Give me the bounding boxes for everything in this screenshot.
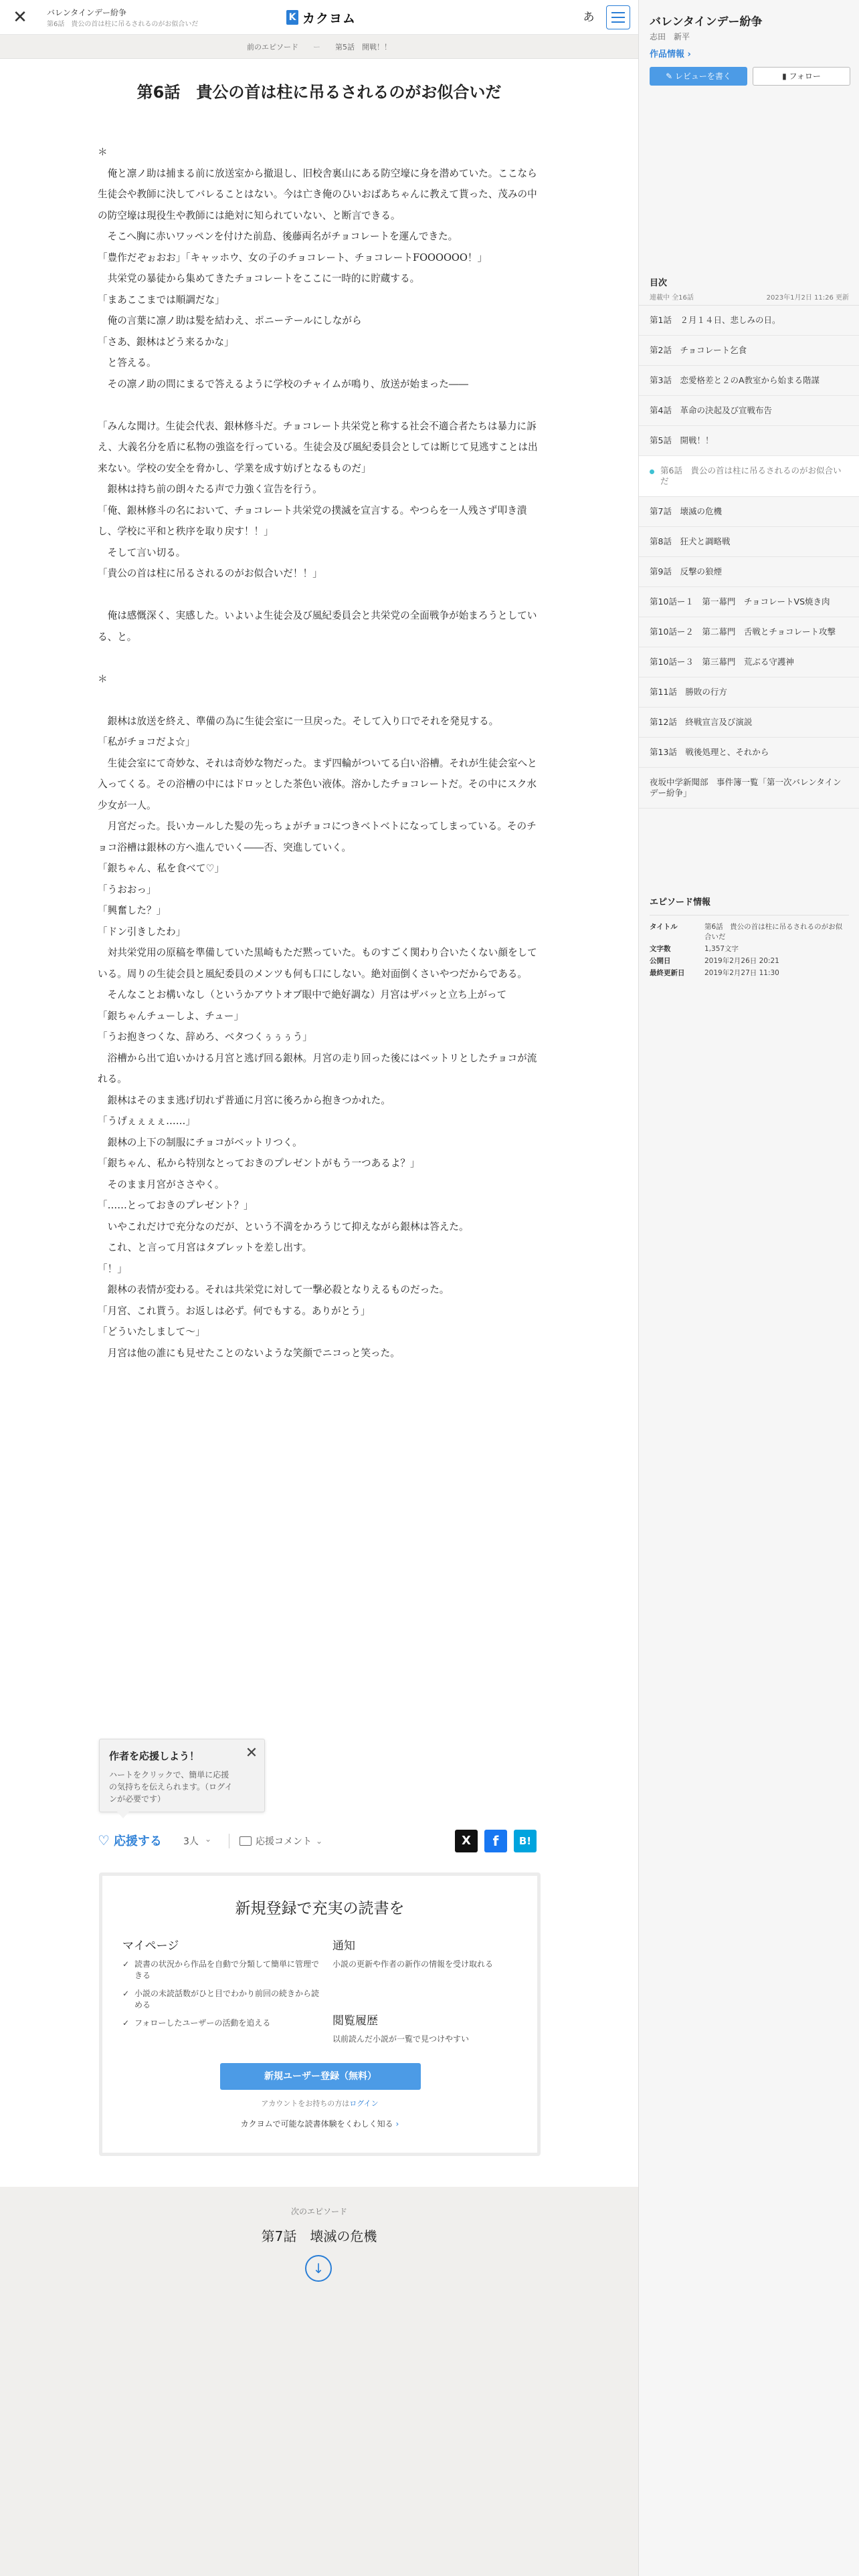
follow-button[interactable]: ▮ フォロー — [753, 67, 850, 86]
body-paragraph: 俺は感慨深く、実感した。いよいよ生徒会及び風紀委員会と共栄党の全面戦争が始まろうとしている、と。 — [98, 610, 537, 643]
cheer-tooltip — [99, 1739, 265, 1812]
work-info-link[interactable]: 作品情報 › — [650, 49, 691, 60]
body-paragraph: 銀林はそのまま逃げ切れず普通に月宮に後ろから抱きつかれた。 — [98, 1094, 391, 1106]
share-facebook-button[interactable] — [484, 1830, 507, 1852]
menu-icon-line — [611, 12, 625, 13]
body-paragraph — [98, 647, 542, 669]
sidebar-author[interactable]: 志田 新平 — [650, 32, 690, 41]
facebook-icon: f — [492, 1833, 499, 1849]
body-paragraph: いやこれだけで充分なのだが、という不満をかろうじて抑えながら銀林は答えた。 — [98, 1220, 469, 1232]
header-work-title[interactable]: バレンタインデー紛争 — [47, 8, 126, 17]
episode-info-heading: エピソード情報 — [650, 897, 711, 907]
episode-info-value: 2019年2月26日 20:21 — [704, 957, 779, 965]
toc-item[interactable]: 第8話 狂犬と調略戦 — [639, 527, 859, 557]
body-paragraph: これ、と言って月宮はタブレットを差し出す。 — [98, 1242, 312, 1253]
body-paragraph: 月宮は他の誰にも見せたことのないような笑顔でニコっと笑った。 — [98, 1347, 400, 1359]
episode-info-table — [650, 915, 849, 980]
next-episode-section — [0, 2187, 638, 2576]
toc-status: 連載中 全16話 — [650, 294, 694, 302]
body-paragraph: 「どういたしまして〜」 — [98, 1326, 205, 1337]
share-hatena-button[interactable] — [514, 1830, 537, 1852]
body-paragraph: 「銀ちゃん、私を食べて♡」 — [98, 863, 225, 874]
notice-text: 小説の更新や作者の新作の情報を受け取れる — [332, 1959, 494, 1969]
notice-heading: 通知 — [332, 1939, 355, 1953]
menu-icon-line — [611, 21, 625, 23]
about-reading-link[interactable] — [102, 2118, 537, 2129]
toc-list — [639, 305, 859, 809]
menu-icon-line — [611, 17, 625, 18]
body-paragraph: 銀林は放送を終え、準備の為に生徒会室に一旦戻った。そして入り口でそれを発見する。 — [98, 715, 499, 727]
toc-item[interactable]: 第5話 開戦！！ — [639, 426, 859, 456]
toc-item[interactable]: 第9話 反撃の狼煙 — [639, 557, 859, 587]
toc-item-current[interactable]: 第6話 貴公の首は柱に吊るされるのがお似合いだ — [639, 456, 859, 497]
body-paragraph: 月宮だった。長いカールした髪の先っちょがチョコにつきベトベトになってしまっている。そのチョコ浴槽は銀林の方へ進んでいく――否、突進していく。 — [98, 821, 537, 853]
toc-item[interactable]: 第2話 チョコレート乞食 — [639, 336, 859, 366]
cheer-row — [98, 1828, 542, 1852]
body-paragraph: 「貴公の首は柱に吊るされるのがお似合いだ！！」 — [98, 568, 322, 579]
close-icon: ✕ — [245, 1745, 258, 1761]
chevron-down-icon[interactable]: ⌄ — [205, 1834, 212, 1844]
tooltip-close-button[interactable] — [244, 1746, 259, 1761]
toc-heading: 目次 — [650, 278, 668, 288]
table-of-contents-button[interactable] — [606, 5, 630, 29]
toc-item[interactable]: 第10話ー１ 第一幕門 チョコレートVS焼き肉 — [639, 587, 859, 617]
nav-separator: ー — [313, 42, 320, 51]
body-paragraph: 浴槽から出て追いかける月宮と逃げ回る銀林。月宮の走り回った後にはベットリとしたチョコが流れる。 — [98, 1052, 537, 1085]
body-paragraph: ＊ — [98, 146, 108, 158]
top-bar — [0, 0, 638, 35]
body-paragraph: 俺と凛ノ助は捕まる前に放送室から撤退し、旧校舎裏山にある防空壕に身を潜めていた。ここなら生徒会や教師に決してバレることはない。今は亡き俺のひいおばあちゃんに教えて貰った、茂みの中の防空壕は現役生や教師には絶対に知られていない、と断言できる。 — [98, 167, 537, 221]
next-episode-title[interactable]: 第7話 壊滅の危機 — [261, 2228, 377, 2244]
x-logo-icon: X — [462, 1834, 471, 1848]
cheer-count[interactable]: 3人 — [183, 1836, 199, 1847]
toc-updated: 2023年1月2日 11:26 更新 — [766, 294, 849, 302]
arrow-down-icon[interactable]: ↓ — [305, 2255, 332, 2282]
chevron-down-icon: ⌄ — [316, 1836, 323, 1846]
body-paragraph: 「豊作だぞぉおお」「キャッホウ、女の子のチョコレート、チョコレートFOOOOOO！」 — [98, 251, 488, 263]
episode-info-key: 最終更新日 — [650, 969, 685, 977]
login-line — [102, 2098, 537, 2109]
login-link[interactable]: ログイン — [349, 2099, 379, 2108]
body-paragraph — [98, 689, 542, 711]
toc-item[interactable]: 第3話 恋愛格差と２のA教室から始まる階謀 — [639, 366, 859, 396]
body-paragraph: 「……とっておきのプレゼント？」 — [98, 1200, 254, 1211]
body-paragraph: そこへ胸に赤いワッペンを付けた前島、後藤両名がチョコレートを運んできた。 — [98, 231, 458, 242]
episode-info-row — [650, 956, 849, 966]
body-paragraph: 銀林の表情が変わる。それは共栄党に対して一撃必殺となりえるものだった。 — [98, 1284, 450, 1295]
body-paragraph: 「まあここまでは順調だな」 — [98, 294, 225, 306]
body-paragraph: 「！」 — [98, 1263, 127, 1275]
body-paragraph: と答える。 — [98, 357, 157, 368]
body-paragraph — [98, 395, 542, 416]
episode-info-key: タイトル — [650, 923, 678, 931]
comment-icon — [240, 1836, 252, 1846]
prev-episode-title[interactable]: 第5話 開戦！！ — [335, 42, 391, 51]
body-paragraph: 「さあ、銀林はどう来るかな」 — [98, 336, 234, 348]
episode-info-key: 公開日 — [650, 957, 671, 965]
cheer-button[interactable] — [98, 1831, 162, 1850]
login-prefix: アカウントをお持ちの方は — [261, 2099, 350, 2108]
body-paragraph: ＊ — [98, 673, 108, 685]
episode-nav — [0, 35, 638, 59]
episode-info-row — [650, 968, 849, 978]
toc-item[interactable]: 第10話ー２ 第二幕門 舌戦とチョコレート攻撃 — [639, 617, 859, 647]
heart-icon: ♡ — [98, 1832, 110, 1848]
cheer-comment-button[interactable] — [240, 1834, 322, 1848]
body-paragraph: 「私がチョコだよ☆」 — [98, 736, 195, 748]
episode-info-value: 1,357文字 — [704, 945, 739, 953]
tooltip-text: ハートをクリックで、簡単に応援の気持ちを伝えられます。（ログインが必要です） — [109, 1770, 233, 1804]
mypage-heading: マイページ — [122, 1939, 179, 1953]
episode-title: 第6話 貴公の首は柱に吊るされるのがお似合いだ — [136, 83, 502, 102]
episode-info-key: 文字数 — [650, 945, 671, 953]
body-paragraph: そんなことお構いなし（というかアウトオブ眼中で絶好調な）月宮はザバッと立ち上がって — [98, 989, 507, 1000]
toc-item[interactable]: 第12話 終戦宣言及び演説 — [639, 708, 859, 738]
signup-title: 新規登録で充実の読書を — [235, 1900, 405, 1917]
kakuyomu-logo[interactable] — [286, 8, 356, 27]
chevron-right-icon: › — [395, 2119, 399, 2129]
header-episode-title: 第6話 貴公の首は柱に吊るされるのがお似合いだ — [47, 21, 199, 28]
toc-item[interactable]: 第7話 壊滅の危機 — [639, 497, 859, 527]
body-paragraph: 「銀ちゃん、私から特別なとっておきのプレゼントがもう一つあるよ？」 — [98, 1158, 420, 1169]
toc-item[interactable]: 第13話 戦後処理と、それから — [639, 738, 859, 768]
body-paragraph: 対共栄党用の原稿を準備していた黒崎もただ黙っていた。ものすごく関わり合いたくない顔をしている。周りの生徒会員と風紀委員のメンツも何も口にしない。絶対面倒くさいやつだからである。 — [98, 947, 537, 980]
sidebar — [638, 0, 859, 2576]
cheer-button-label: 応援する — [113, 1834, 162, 1848]
body-paragraph: 共栄党の暴徒から集めてきたチョコレートをここに一時的に貯蔵する。 — [98, 273, 420, 284]
close-button[interactable] — [9, 7, 31, 28]
about-link-label: カクヨムで可能な読書体験をくわしく知る — [240, 2119, 393, 2129]
toc-item[interactable]: 第4話 革命の決起及び宣戦布告 — [639, 396, 859, 426]
body-paragraph: 「月宮、これ貰う。お返しは必ず。何でもする。ありがとう」 — [98, 1305, 371, 1317]
body-paragraph: 「みんな聞け。生徒会代表、銀林修斗だ。チョコレート共栄党と称する社会不適合者たちは暴力に訴え、大義名分を盾に私物の強盗を行っている。生徒会及び風紀委員会としては断じて見逃すことは出来ない。学校の安全を脅かし、学業を成す妨げとなるものだ」 — [98, 420, 538, 474]
episode-info-row — [650, 944, 849, 954]
body-paragraph: 俺の言葉に凛ノ助は髪を結わえ、ポニーテールにしながら — [98, 315, 362, 326]
body-paragraph: そのまま月宮がささやく。 — [98, 1178, 225, 1190]
feature-item: ✓ 読書の状況から作品を自動で分類して簡単に管理できる — [122, 1959, 323, 1981]
hatena-icon: B! — [518, 1835, 532, 1847]
body-paragraph — [98, 584, 542, 606]
episode-body — [98, 142, 542, 1364]
episode-info-value: 2019年2月27日 11:30 — [704, 969, 779, 977]
logo-icon: K — [286, 10, 298, 25]
write-review-button[interactable]: ✎ レビューを書く — [650, 67, 747, 86]
share-x-button[interactable] — [455, 1830, 478, 1852]
history-heading: 閲覧履歴 — [332, 2014, 378, 2028]
episode-info-row — [650, 922, 849, 942]
body-paragraph: その凛ノ助の問にまるで答えるように学校のチャイムが鳴り、放送が始まった―― — [98, 378, 468, 390]
feature-item: ✓ フォローしたユーザーの活動を追える — [122, 2018, 323, 2029]
logo-text: カクヨム — [302, 11, 357, 26]
toc-item[interactable]: 第1話 ２月１４日、悲しみの日。 — [639, 306, 859, 336]
toc-item[interactable]: 第10話ー３ 第三幕門 荒ぶる守護神 — [639, 647, 859, 677]
cheer-comment-label: 応援コメント — [256, 1836, 312, 1847]
body-paragraph: 生徒会室にて奇妙な、それは奇妙な物だった。まず四輪がついてる白い浴槽。それが生徒会室へと入ってくる。その浴槽の中にはドロッとした茶色い液体。溶かしたチョコレートだ。その中にスク水少女が一人。 — [98, 757, 537, 811]
toc-item[interactable]: 夜坂中学新聞部 事件簿一覧「第一次バレンタインデー紛争」 — [639, 768, 859, 809]
prev-episode-link[interactable]: 前のエピソード — [247, 42, 298, 51]
episode-info-value: 第6話 貴公の首は柱に吊るされるのがお似合いだ — [704, 923, 843, 941]
body-paragraph: 「うお抱きつくな、辞めろ、ベタつくぅぅぅう」 — [98, 1031, 312, 1043]
feature-item: ✓ 小説の未読話数がひと目でわかり前回の続きから読める — [122, 1988, 323, 2011]
body-paragraph: 「俺、銀林修斗の名において、チョコレート共栄党の撲滅を宣言する。やつらを一人残さず叩き潰し、学校に平和と秩序を取り戻す！！」 — [98, 504, 527, 537]
mypage-feature-list — [122, 1959, 323, 2036]
toc-item[interactable]: 第11話 勝敗の行方 — [639, 677, 859, 708]
body-paragraph: そして言い切る。 — [98, 546, 186, 558]
body-paragraph: 銀林は持ち前の朗々たる声で力強く宣告を行う。 — [98, 484, 322, 495]
close-icon: ✕ — [13, 7, 27, 27]
tooltip-title: 作者を応援しよう！ — [109, 1750, 200, 1762]
body-paragraph: 「銀ちゃんチューしよ、チュー」 — [98, 1010, 244, 1022]
next-episode-label: 次のエピソード — [290, 2207, 347, 2216]
body-paragraph: 「うおおっ」 — [98, 883, 157, 895]
font-settings-button[interactable]: あ — [583, 11, 595, 24]
body-paragraph: 「興奮した？」 — [98, 905, 167, 916]
history-text: 以前読んだ小説が一覧で見つけやすい — [332, 2034, 470, 2044]
body-paragraph: 「ドン引きしたわ」 — [98, 926, 186, 938]
register-button[interactable]: 新規ユーザー登録（無料） — [220, 2063, 421, 2090]
body-paragraph: 「うげぇぇぇぇ……」 — [98, 1115, 195, 1127]
sidebar-work-title[interactable]: バレンタインデー紛争 — [650, 15, 763, 29]
signup-panel — [99, 1872, 541, 2156]
body-paragraph: 銀林の上下の制服にチョコがベットリつく。 — [98, 1136, 302, 1148]
